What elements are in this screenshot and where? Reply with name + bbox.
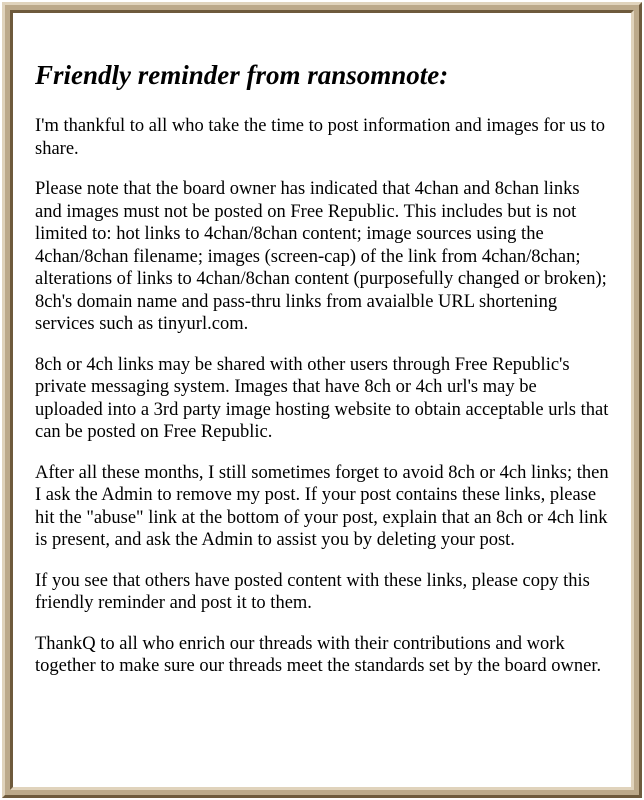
- notice-paragraph-others: If you see that others have posted content with these links, please copy this friendly reminder and post it to them.: [35, 570, 590, 613]
- notice-paragraph-sharing: 8ch or 4ch links may be shared with other users through Free Republic's private messaging system. Images that have 8ch or 4ch url's may be uploaded into a 3rd party image hosting website to obtain acceptable urls that can be posted on Free Republic.: [35, 354, 609, 442]
- notice-paragraph-thanks: I'm thankful to all who take the time to post information and images for us to share.: [35, 116, 606, 159]
- notice-paragraph-policy: Please note that the board owner has indicated that 4chan and 8chan links and images must not be posted on Free Republic. This includes but is not limited to: hot links to 4chan/8chan content; image sources using the 4chan/8chan filename; images (screen-cap) of the link from 4chan/8chan; alterations of links to 4chan/8chan content (purposefully changed or broken); 8ch's domain name and pass-thru links from avaialble URL shortening services such as tinyurl.com.: [35, 179, 607, 334]
- notice-title: Friendly reminder from ransomnote:: [35, 60, 449, 90]
- notice-frame: [2, 2, 642, 798]
- notice-panel: [10, 10, 634, 790]
- notice-paragraph-closing: ThankQ to all who enrich our threads with their contributions and work together to make sure our threads meet the standards set by the board owner.: [35, 633, 602, 676]
- notice-paragraph-removal: After all these months, I still sometimes forget to avoid 8ch or 4ch links; then I ask the Admin to remove my post. If your post contains these links, please hit the "abuse" link at the bottom of your post, explain that an 8ch or 4ch link is present, and ask the Admin to assist you by deleting your post.: [35, 462, 609, 550]
